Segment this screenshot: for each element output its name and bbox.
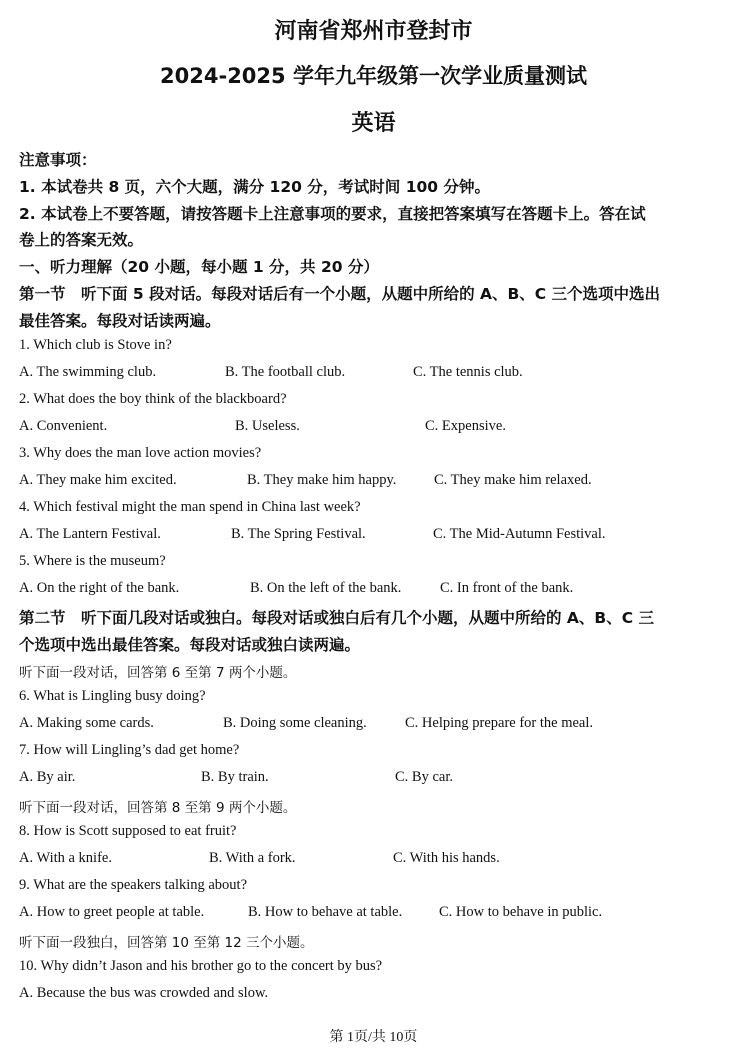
- option-4c: C. The Mid-Autumn Festival.: [433, 526, 606, 542]
- option-10a: A. Because the bus was crowded and slow.: [19, 985, 269, 1001]
- option-1a: A. The swimming club.: [19, 364, 157, 380]
- exam-region-title: 河南省郑州市登封市: [274, 19, 473, 44]
- option-6c: C. Helping prepare for the meal.: [405, 715, 594, 731]
- notes-item-2-line-2: 卷上的答案无效。: [19, 231, 144, 249]
- section-2-instruction-line-2: 个选项中选出最佳答案。每段对话或独白读两遍。: [19, 636, 361, 654]
- part-1-heading: 一、听力理解（20 小题，每小题 1 分，共 20 分）: [19, 258, 379, 276]
- option-8a: A. With a knife.: [19, 850, 112, 866]
- subject-title: 英语: [351, 111, 396, 136]
- option-5b: B. On the left of the bank.: [250, 580, 402, 596]
- question-7: 7. How will Lingling’s dad get home?: [19, 742, 240, 758]
- question-1: 1. Which club is Stove in?: [19, 337, 172, 353]
- section-2-instruction-line-1: 第二节 听下面几段对话或独白。每段对话或独白后有几个小题，从题中所给的 A、B、C 三: [19, 609, 654, 627]
- question-8: 8. How is Scott supposed to eat fruit?: [19, 823, 237, 839]
- exam-year-title: 2024-2025 学年九年级第一次学业质量测试: [160, 64, 587, 88]
- option-1c: C. The tennis club.: [413, 364, 523, 380]
- question-4: 4. Which festival might the man spend in China last week?: [19, 499, 361, 515]
- option-3b: B. They make him happy.: [247, 472, 397, 488]
- question-2: 2. What does the boy think of the blackboard?: [19, 391, 287, 407]
- question-5: 5. Where is the museum?: [19, 553, 166, 569]
- dialogue-instruction-1: 听下面一段对话，回答第 6 至第 7 两个小题。: [19, 665, 297, 681]
- option-2b: B. Useless.: [235, 418, 300, 434]
- dialogue-instruction-2: 听下面一段对话，回答第 8 至第 9 两个小题。: [19, 800, 297, 816]
- option-7c: C. By car.: [395, 769, 453, 785]
- question-6: 6. What is Lingling busy doing?: [19, 688, 206, 704]
- option-3a: A. They make him excited.: [19, 472, 177, 488]
- option-4a: A. The Lantern Festival.: [19, 526, 161, 542]
- option-8b: B. With a fork.: [209, 850, 296, 866]
- option-6b: B. Doing some cleaning.: [223, 715, 367, 731]
- option-5c: C. In front of the bank.: [440, 580, 574, 596]
- option-7a: A. By air.: [19, 769, 76, 785]
- option-1b: B. The football club.: [225, 364, 346, 380]
- option-6a: A. Making some cards.: [19, 715, 154, 731]
- option-9c: C. How to behave in public.: [439, 904, 603, 920]
- option-4b: B. The Spring Festival.: [231, 526, 366, 542]
- question-3: 3. Why does the man love action movies?: [19, 445, 262, 461]
- notes-item-2-line-1: 2. 本试卷上不要答题，请按答题卡上注意事项的要求，直接把答案填写在答题卡上。答在试: [19, 205, 646, 223]
- monologue-instruction: 听下面一段独白，回答第 10 至第 12 三个小题。: [19, 935, 314, 951]
- option-3c: C. They make him relaxed.: [434, 472, 592, 488]
- page-number: 第 1页/共 10页: [329, 1030, 418, 1045]
- question-10: 10. Why didn’t Jason and his brother go to the concert by bus?: [19, 958, 383, 974]
- option-9b: B. How to behave at table.: [248, 904, 403, 920]
- section-1-instruction-line-1: 第一节 听下面 5 段对话。每段对话后有一个小题，从题中所给的 A、B、C 三个选项中选出: [19, 285, 661, 303]
- option-2a: A. Convenient.: [19, 418, 108, 434]
- notes-item-1: 1. 本试卷共 8 页，六个大题，满分 120 分，考试时间 100 分钟。: [19, 178, 490, 196]
- option-5a: A. On the right of the bank.: [19, 580, 180, 596]
- notes-heading: 注意事项：: [19, 151, 97, 169]
- section-1-instruction-line-2: 最佳答案。每段对话读两遍。: [19, 312, 221, 330]
- option-8c: C. With his hands.: [393, 850, 500, 866]
- option-7b: B. By train.: [201, 769, 269, 785]
- option-2c: C. Expensive.: [425, 418, 506, 434]
- question-9: 9. What are the speakers talking about?: [19, 877, 248, 893]
- option-9a: A. How to greet people at table.: [19, 904, 205, 920]
